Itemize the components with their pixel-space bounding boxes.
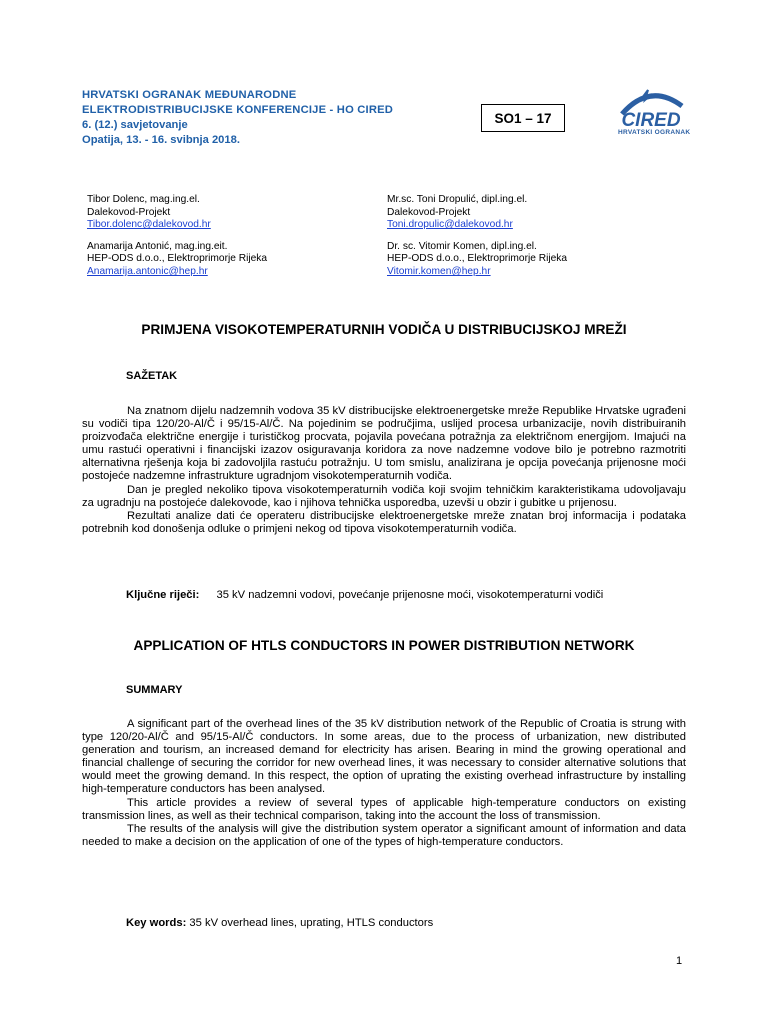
logo-subtitle: HRVATSKI OGRANAK — [618, 129, 691, 136]
author-org: HEP-ODS d.o.o., Elektroprimorje Rijeka — [387, 253, 568, 265]
author-org: Dalekovod-Projekt — [387, 206, 471, 218]
paper-code: SO1 – 17 — [481, 104, 565, 132]
author-email[interactable]: Vitomir.komen@hep.hr — [387, 265, 491, 277]
author-name: Mr.sc. Toni Dropulić, dipl.ing.el. — [387, 194, 528, 205]
keywords-text: 35 kV overhead lines, uprating, HTLS conductors — [189, 917, 434, 929]
author-email[interactable]: Anamarija.antonic@hep.hr — [87, 265, 208, 277]
keywords-croatian — [126, 589, 603, 601]
abstract-croatian — [82, 405, 686, 536]
event-line: 6. (12.) savjetovanje — [82, 119, 188, 131]
abstract-paragraph: Rezultati analize dati će operateru distribucijske elektroenergetske mreže znatan broj informacija i podataka potrebnih kod donošenja odluke o primjeni nekog od tipova visokotemperaturnih vodiča. — [82, 509, 686, 535]
page-number: 1 — [676, 955, 683, 967]
author-block — [87, 241, 267, 279]
author-org: Dalekovod-Projekt — [87, 206, 171, 218]
abstract-paragraph: A significant part of the overhead lines of the 35 kV distribution network of the Republic of Croatia is strung with type 120/20-Al/Č and 95/15-Al/Č conductors. In some areas, due to the process of urbanization, new distributed generation and tourism, an increased demand for electricity has arisen. Bearing in mind the growing operational and financial challenge of securing the corridor for new overhead lines, it was necessary to consider alternative solutions that would meet the growing demand. In this respect, the option of uprating the existing overhead infrastructure by installing high-temperature conductors has been analysed. — [82, 718, 686, 796]
author-org: HEP-ODS d.o.o., Elektroprimorje Rijeka — [87, 253, 268, 265]
paper-title-english: APPLICATION OF HTLS CONDUCTORS IN POWER DISTRIBUTION NETWORK — [133, 638, 635, 653]
keywords-text: 35 kV nadzemni vodovi, povećanje prijenosne moći, visokotemperaturni vodiči — [216, 589, 604, 601]
author-email[interactable]: Toni.dropulic@dalekovod.hr — [387, 219, 513, 231]
author-name: Anamarija Antonić, mag.ing.eit. — [87, 240, 228, 252]
authors-right — [387, 194, 567, 288]
authors-left — [87, 194, 267, 288]
paper-title-croatian: PRIMJENA VISOKOTEMPERATURNIH VODIČA U DISTRIBUCIJSKOJ MREŽI — [141, 322, 627, 337]
logo-word: CIRED — [621, 110, 681, 131]
place-date: Opatija, 13. - 16. svibnja 2018. — [82, 134, 240, 146]
abstract-paragraph: This article provides a review of several types of applicable high-temperature conductors on existing transmission lines, as well as their technical comparison, taking into the account the loss of transmission. — [82, 796, 686, 822]
author-name: Dr. sc. Vitomir Komen, dipl.ing.el. — [387, 240, 537, 252]
author-block — [87, 194, 267, 232]
author-name: Tibor Dolenc, mag.ing.el. — [87, 194, 200, 205]
section-heading-summary: SUMMARY — [126, 684, 183, 696]
keywords-label: Key words: — [126, 917, 187, 929]
author-block — [387, 241, 567, 279]
keywords-english — [126, 917, 433, 929]
conference-header — [82, 88, 393, 148]
org-line-1: HRVATSKI OGRANAK MEĐUNARODNE — [82, 89, 297, 101]
org-line-2: ELEKTRODISTRIBUCIJSKE KONFERENCIJE - HO CIRED — [82, 104, 394, 116]
abstract-english — [82, 718, 686, 849]
keywords-label: Ključne riječi: — [126, 589, 200, 601]
abstract-paragraph: The results of the analysis will give the distribution system operator a significant amount of information and data needed to make a decision on the application of one of the types of high-temperature conductors. — [82, 822, 686, 848]
author-email[interactable]: Tibor.dolenc@dalekovod.hr — [87, 219, 211, 231]
section-heading-sazetak: SAŽETAK — [126, 370, 178, 382]
abstract-paragraph: Na znatnom dijelu nadzemnih vodova 35 kV distribucijske elektroenergetske mreže Republike Hrvatske ugrađeni su vodiči tipa 120/20-Al/Č i 95/15-Al/Č. Na pojedinim se područjima, uslijed procesa urbanizacije, novih distribuiranih proizvođača električne energije i turističkog procvata, pojavila povećana potražnja za električnom energijom. Imajući na umu rastući operativni i financijski izazov osiguravanja koridora za nove nadzemne vodove bilo je potrebno razmotriti alternativna rješenja koja bi zadovoljila rastuću potražnju. U tom smislu, analizirana je opcija povećanja prijenosne moći postojeće nadzemne infrastrukture ugradnjom visokotemperaturnih vodiča. — [82, 405, 686, 483]
author-block — [387, 194, 567, 232]
abstract-paragraph: Dan je pregled nekoliko tipova visokotemperaturnih vodiča koji svojim tehničkim karakteristikama udovoljavaju za ugradnju na postojeće dalekovode, kao i njihova tehnička usporedba, uzevši u obzir i gubitke u prijenosu. — [82, 483, 686, 509]
